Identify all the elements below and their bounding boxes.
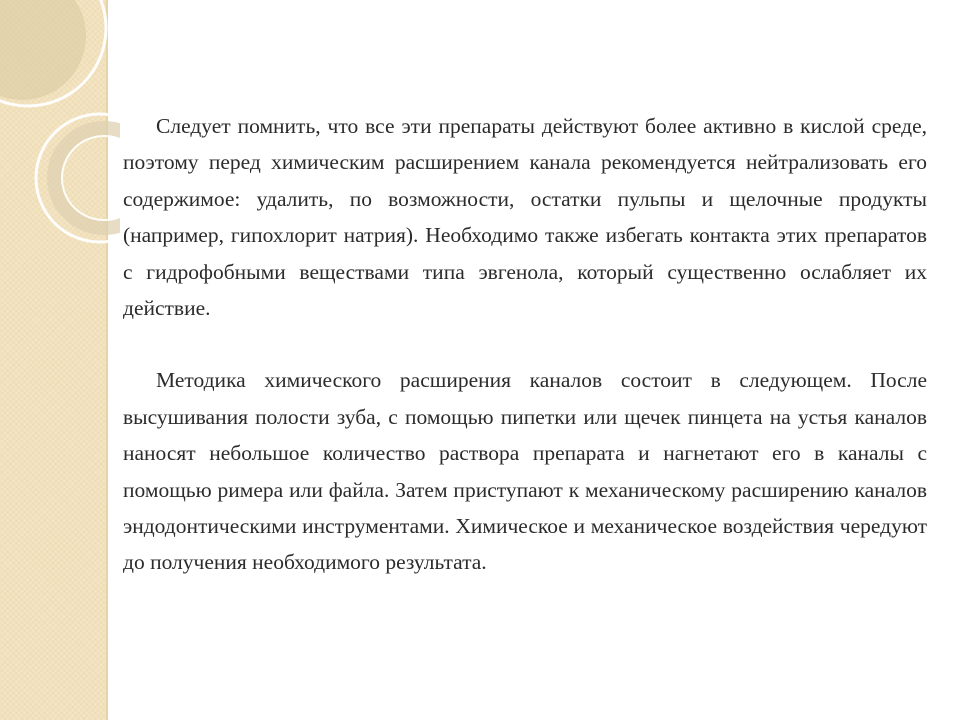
ring-thick [54, 128, 120, 228]
paragraph-2: Методика химического расширения каналов состоит в следующем. После высушивания полости зуба, с помощью пипетки или щечек пинцета на устья каналов наносят небольшое количество раствора препарата и нагнетают его в каналы с помощью римера или файла. Затем приступают к механическому расширению каналов эндодонтическими инструментами. Химическое и механическое воздействия чередуют до получения необходимого результата. [123, 368, 927, 575]
decorative-rings [0, 0, 120, 300]
paragraph-1: Следует помнить, что все эти препараты действуют более активно в кислой среде, поэтому перед химическим расширением канала рекомендуется нейтрализовать его содержимое: удалить, по возможности, остатки пульпы и щелочные продукты (например, гипохлорит натрия). Необходимо также избегать контакта этих препаратов с гидрофобными веществами типа эвгенола, который существенно ослабляет их действие. [123, 114, 927, 321]
ring-filled [0, 0, 86, 100]
slide-body [123, 108, 927, 581]
